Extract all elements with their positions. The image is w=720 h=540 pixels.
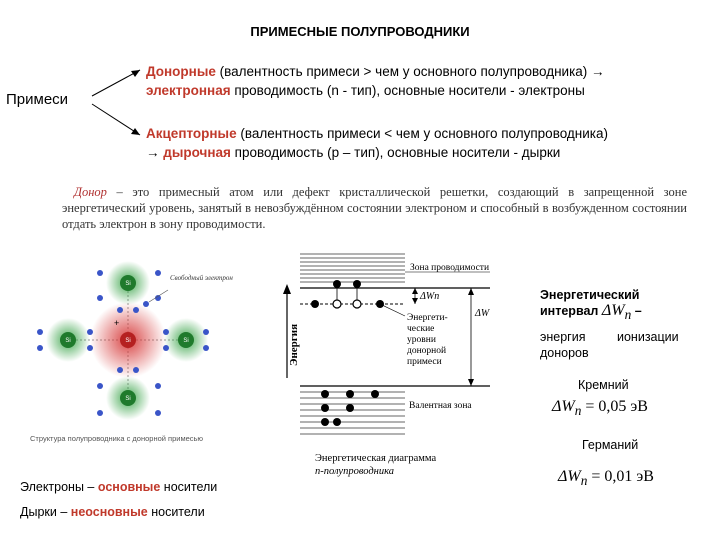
donor-text-2: проводимость (n - тип), основные носители - электроны xyxy=(230,83,585,98)
interval-dash: – xyxy=(634,304,642,318)
interval-desc-1b: ионизации xyxy=(617,330,679,344)
interval-line-2: интервал xyxy=(540,304,599,318)
free-electron-label: Свободный электрон xyxy=(170,274,233,282)
si-label-center: Si xyxy=(125,338,131,344)
majority-carriers: Электроны – основные носители xyxy=(20,480,218,494)
interval-desc-1: энергия xyxy=(540,330,586,344)
acceptor-text-2: проводимость (p – тип), основные носители - дырки xyxy=(230,145,561,160)
svg-text:Энергети-: Энергети- xyxy=(407,313,448,323)
acceptor-paragraph xyxy=(146,124,716,162)
electronic-keyword: электронная xyxy=(146,83,231,98)
delta-wn-label: ΔWn xyxy=(420,291,440,302)
germanium-label: Германий xyxy=(582,438,639,452)
interval-symbol: $\Delta W_n$ xyxy=(601,302,632,323)
conduction-band xyxy=(300,254,405,282)
si-label-top: Si xyxy=(125,281,131,287)
plus-sign: + xyxy=(114,318,120,328)
definition-text: – это примесный атом или дефект кристаллической решетки, создающий в запрещенной зоне энергетический уровень, занятый в невозбуждённом состоянии электроном и способный в возбужденном состоянии отдать электрон в зону проводимости. xyxy=(62,185,687,231)
impurities-label: Примеси xyxy=(6,91,69,108)
band-caption-2: n-полупроводника xyxy=(315,466,395,477)
donor-keyword: Донорные xyxy=(146,64,216,79)
minority-carriers: Дырки – неосновные носители xyxy=(20,505,205,519)
interval-line-1: Энергетический xyxy=(540,288,640,302)
si-label-right: Si xyxy=(183,338,189,344)
valence-band-label: Валентная зона xyxy=(409,401,472,411)
silicon-formula: $\Delta W_n = 0,05$ эВ xyxy=(552,398,648,419)
page-title: ПРИМЕСНЫЕ ПОЛУПРОВОДНИКИ xyxy=(250,24,470,39)
interval-heading xyxy=(540,288,642,323)
acceptor-arrow: → xyxy=(146,145,164,160)
interval-desc-2: доноров xyxy=(540,346,589,360)
acceptor-text-1: (валентность примеси < чем у основного полупроводника) xyxy=(236,126,609,141)
si-label-bottom: Si xyxy=(125,396,131,402)
arrow-acceptor xyxy=(92,104,140,135)
energy-axis-label: Энергия xyxy=(288,323,300,366)
si-label-left: Si xyxy=(65,338,71,344)
donor-definition xyxy=(62,184,687,232)
band-diagram xyxy=(275,248,535,493)
svg-text:примеси: примеси xyxy=(407,357,442,367)
acceptor-keyword: Акцепторные xyxy=(146,126,237,141)
hole-keyword: дырочная xyxy=(163,145,231,160)
delta-w-label: ΔW xyxy=(475,308,490,319)
svg-text:уровни: уровни xyxy=(407,335,436,345)
germanium-formula: $\Delta W_n = 0,01$ эВ xyxy=(558,468,654,489)
majority-keyword: основные xyxy=(97,480,161,494)
definition-keyword: Донор xyxy=(74,185,107,199)
minority-keyword: неосновные xyxy=(70,505,148,519)
arrow-donor xyxy=(92,70,140,96)
valence-electrons-band xyxy=(321,390,379,426)
valence-band xyxy=(300,392,405,434)
lattice-caption: Структура полупроводника с донорной примесью xyxy=(30,434,204,443)
lattice-diagram xyxy=(28,258,233,453)
svg-text:ческие: ческие xyxy=(407,324,435,334)
free-electron xyxy=(143,301,149,307)
donor-text-1: (валентность примеси > чем у основного полупроводника) → xyxy=(215,64,605,79)
donor-paragraph xyxy=(146,62,716,100)
band-caption-1: Энергетическая диаграмма xyxy=(315,453,437,464)
svg-text:донорной: донорной xyxy=(407,346,447,356)
conduction-band-label: Зона проводимости xyxy=(410,263,490,273)
silicon-label: Кремний xyxy=(578,378,629,392)
